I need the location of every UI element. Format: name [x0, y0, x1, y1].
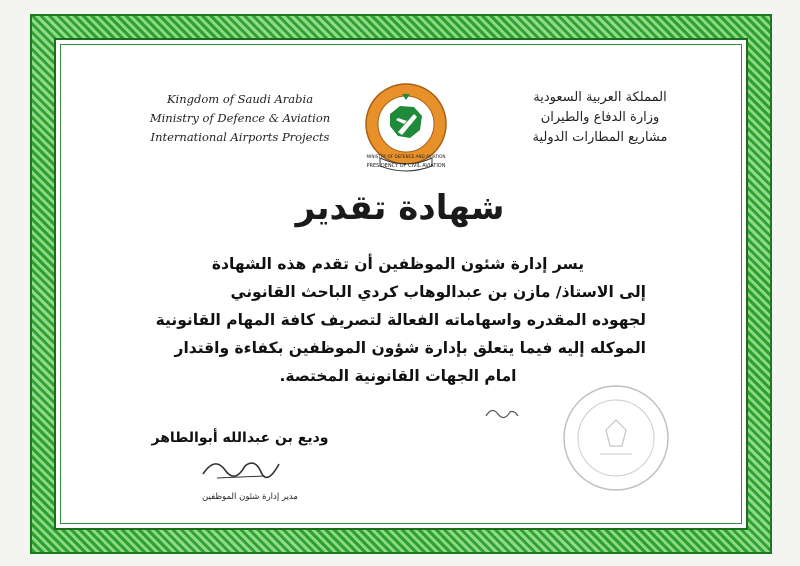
certificate-body: [150, 250, 646, 390]
emblem-ribbon-text: PRESIDENCY OF CIVIL AVIATION: [366, 163, 446, 169]
english-header: [140, 90, 340, 147]
english-header-line-2: Ministry of Defence & Aviation: [149, 111, 331, 125]
handwritten-initial: [482, 402, 522, 424]
arabic-header-line-1: المملكة العربية السعودية: [533, 90, 667, 105]
arabic-header-line-3: مشاريع المطارات الدولية: [532, 130, 668, 145]
ministry-emblem-logo: [360, 80, 452, 176]
english-header-line-1: Kingdom of Saudi Arabia: [166, 92, 314, 106]
signatory-title: مدير إدارة شئون الموظفين: [202, 492, 298, 502]
arabic-header: [500, 88, 700, 148]
emblem-ring-text: MINISTRY OF DEFENCE AND AVIATION: [366, 154, 446, 159]
body-line-5: امام الجهات القانونية المختصة.: [279, 367, 517, 385]
body-line-4: الموكله إليه فيما يتعلق بإدارة شؤون الموظفين بكفاءة واقتدار: [174, 339, 646, 357]
body-line-1: يسر إدارة شئون الموظفين أن تقدم هذه الشهادة: [211, 255, 585, 273]
arabic-header-line-2: وزارة الدفاع والطيران: [540, 110, 660, 125]
handwritten-signature: [195, 448, 285, 486]
body-line-3: لجهوده المقدره واسهاماته الفعالة لتصريف كافة المهام القانونية: [155, 311, 646, 329]
certificate-title: شهادة تقدير: [295, 188, 505, 228]
signatory-name: وديع بن عبدالله أبوالطاهر: [151, 430, 329, 446]
official-stamp: [560, 382, 672, 494]
english-header-line-3: International Airports Projects: [150, 130, 330, 144]
body-line-2: إلى الاستاذ/ مازن بن عبدالوهاب كردي الباحث القانوني: [230, 283, 646, 301]
